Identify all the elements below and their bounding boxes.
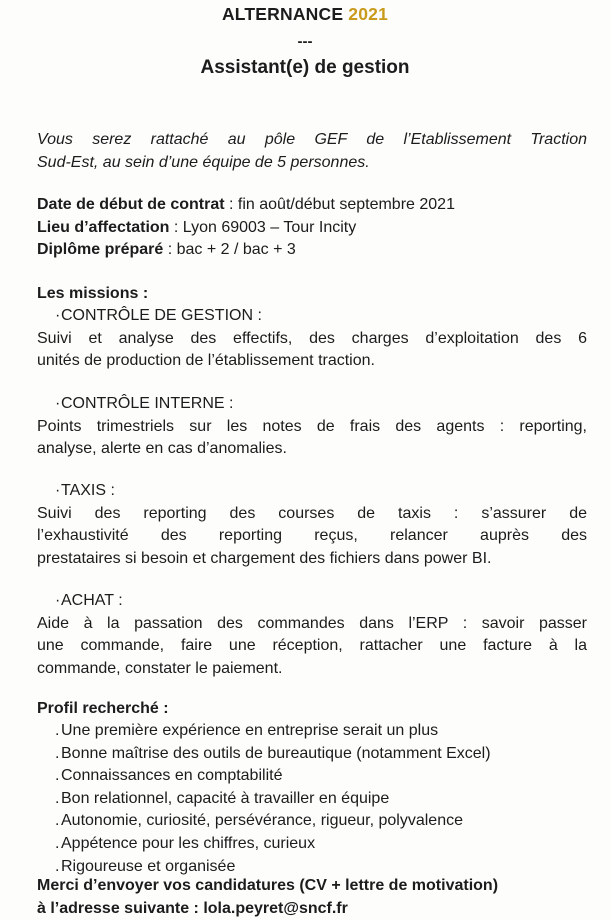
detail-label: Diplôme préparé	[37, 241, 164, 259]
mission-line: Points trimestriels sur les notes de frais des agents : reporting,	[37, 417, 587, 435]
position-title: Assistant(e) de gestion	[200, 57, 410, 78]
profile-list	[37, 720, 587, 878]
closing-prefix: à l’adresse suivante :	[37, 899, 204, 917]
mission-line: Aide à la passation des commandes dans l’ERP : savoir passer	[37, 614, 587, 632]
detail-value: : bac + 2 / bac + 3	[163, 241, 296, 259]
list-item	[37, 833, 587, 856]
mission-title-text: TAXIS :	[61, 482, 115, 499]
list-item-text: Bonne maîtrise des outils de bureautique (notamment Excel)	[61, 744, 491, 762]
contact-email[interactable]: lola.peyret@sncf.fr	[203, 899, 348, 917]
mission-title	[37, 393, 587, 416]
list-item-text: Bon relationnel, capacité à travailler en équipe	[61, 789, 390, 807]
list-item	[37, 788, 587, 811]
detail-start-date	[37, 194, 587, 217]
detail-label: Date de début de contrat	[37, 196, 225, 213]
mission-line: prestataires si besoin et chargement des fichiers dans power BI.	[37, 549, 492, 567]
posting-title	[0, 4, 610, 25]
bullet-dot: .	[55, 744, 60, 762]
mission-title	[37, 480, 587, 503]
mission-title-text: CONTRÔLE INTERNE :	[61, 395, 234, 412]
mission-line: commande, constater le paiement.	[37, 659, 283, 677]
list-item-text: Autonomie, curiosité, persévérance, rigueur, polyvalence	[61, 812, 463, 830]
bullet-dot: .	[55, 789, 60, 807]
bullet-dot: .	[55, 767, 60, 785]
list-item-text: Rigoureuse et organisée	[61, 857, 236, 875]
mission-title	[37, 305, 587, 328]
mission-line: Suivi et analyse des effectifs, des charges d’exploitation des 6	[37, 329, 587, 347]
closing-line-contact	[37, 898, 587, 920]
detail-value: : fin août/début septembre 2021	[224, 196, 455, 213]
mission-controle-interne	[37, 393, 587, 461]
list-item-text: Connaissances en comptabilité	[61, 767, 283, 785]
bullet-dot: ·	[55, 592, 61, 609]
mission-achat	[37, 590, 587, 680]
title-year: 2021	[348, 4, 389, 24]
mission-controle-gestion	[37, 305, 587, 373]
detail-value: : Lyon 69003 – Tour Incity	[169, 218, 357, 236]
mission-title-text: CONTRÔLE DE GESTION :	[61, 307, 262, 324]
mission-line: l’exhaustivité des reporting reçus, relancer auprès des	[37, 527, 587, 545]
profile-heading: Profil recherché :	[37, 700, 169, 717]
list-item	[37, 743, 587, 766]
list-item	[37, 810, 587, 833]
mission-line: une commande, faire une réception, rattacher une facture à la	[37, 637, 587, 655]
mission-line: unités de production de l’établissement traction.	[37, 352, 375, 370]
mission-taxis	[37, 480, 587, 570]
intro-line: Sud-Est, au sein d’une équipe de 5 personnes.	[37, 153, 370, 171]
mission-line: Suivi des reporting des courses de taxis : s’assurer de	[37, 504, 587, 522]
closing-note	[37, 875, 587, 920]
detail-label: Lieu d’affectation	[37, 218, 170, 236]
list-item	[37, 720, 587, 743]
bullet-dot: ·	[55, 307, 61, 324]
intro-line: Vous serez rattaché au pôle GEF de l’Etablissement Traction	[37, 131, 587, 148]
bullet-dot: .	[55, 834, 60, 852]
title-separator: ---	[297, 33, 313, 50]
detail-diploma	[37, 239, 587, 262]
mission-title-text: ACHAT :	[61, 592, 123, 609]
list-item-text: Une première expérience en entreprise serait un plus	[61, 722, 439, 739]
bullet-dot: .	[55, 857, 60, 875]
intro-paragraph	[37, 129, 587, 174]
list-item	[37, 765, 587, 788]
missions-heading: Les missions :	[37, 285, 149, 302]
detail-location	[37, 217, 587, 240]
bullet-dot: .	[55, 722, 60, 739]
mission-line: analyse, alerte en cas d’anomalies.	[37, 440, 287, 458]
bullet-dot: ·	[55, 395, 61, 412]
title-prefix: ALTERNANCE	[221, 4, 349, 24]
bullet-dot: ·	[55, 482, 61, 499]
mission-title	[37, 590, 587, 613]
list-item-text: Appétence pour les chiffres, curieux	[61, 834, 316, 852]
bullet-dot: .	[55, 812, 60, 830]
contract-details	[37, 194, 587, 262]
closing-line: Merci d’envoyer vos candidatures (CV + lettre de motivation)	[37, 877, 499, 894]
